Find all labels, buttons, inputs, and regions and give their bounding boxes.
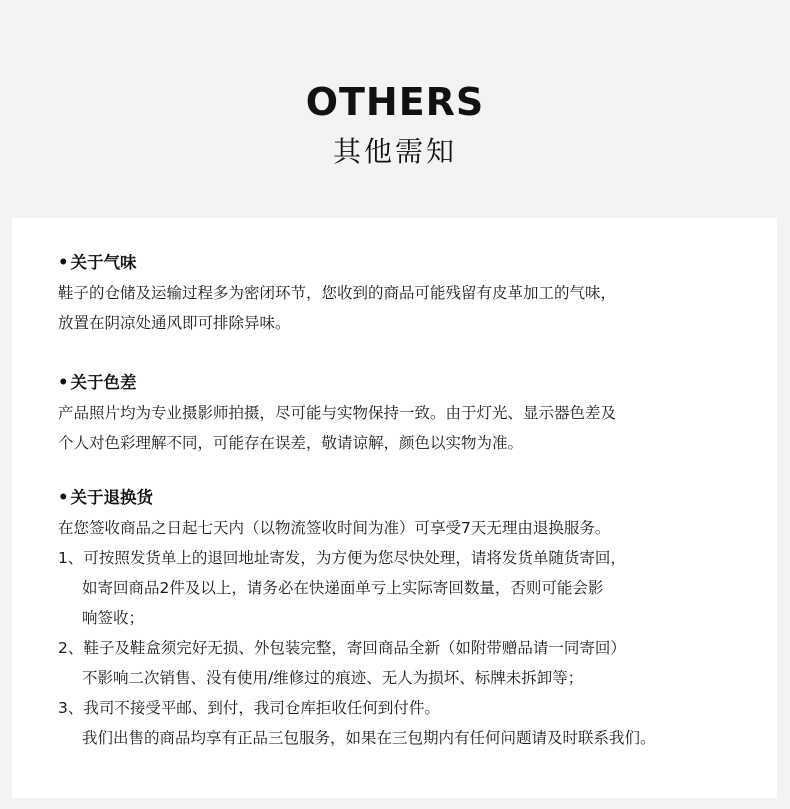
text-line: 个人对色彩理解不同，可能存在误差，敬请谅解，颜色以实物为准。 — [58, 434, 524, 452]
section-title-returns — [58, 483, 656, 513]
section-title-text: 关于退换货 — [70, 488, 154, 507]
title-english: OTHERS — [305, 80, 485, 124]
title-chinese: 其他需知 — [332, 135, 457, 168]
section-title-color — [58, 368, 616, 398]
list-item-3: 3、我司不接受平邮、到付，我司仓库拒收任何到付件。 — [58, 699, 440, 717]
text-line: 在您签收商品之日起七天内（以物流签收时间为准）可享受7天无理由退换服务。 — [58, 519, 611, 537]
text-line: 产品照片均为专业摄影师拍摄，尽可能与实物保持一致。由于灯光、显示器色差及 — [58, 404, 617, 422]
list-item-1: 1、可按照发货单上的退回地址寄发，为方便为您尽快处理，请将发货单随货寄回， — [58, 549, 626, 567]
text-line: 放置在阴凉处通风即可排除异味。 — [58, 314, 291, 332]
list-item-1-cont: 如寄回商品2件及以上，请务必在快递面单亏上实际寄回数量，否则可能会影 — [82, 579, 604, 597]
list-item-2-cont: 不影响二次销售、没有使用/维修过的痕迹、无人为损坏、标牌未拆卸等； — [82, 669, 584, 687]
section-odor — [58, 248, 616, 338]
section-title-odor — [58, 248, 616, 278]
section-title-text: 关于色差 — [70, 373, 137, 392]
section-color — [58, 368, 616, 458]
closing-note: 我们出售的商品均享有正品三包服务，如果在三包期内有任何问题请及时联系我们。 — [82, 729, 656, 747]
list-item-2: 2、鞋子及鞋盒须完好无损、外包装完整，寄回商品全新（如附带赠品请一同寄回） — [58, 639, 626, 657]
page-header — [0, 0, 790, 218]
bullet-icon: • — [58, 488, 69, 507]
bullet-icon: • — [58, 253, 69, 272]
bullet-icon: • — [58, 373, 69, 392]
section-title-text: 关于气味 — [70, 253, 137, 272]
list-item-1-cont: 响签收； — [82, 609, 145, 627]
text-line: 鞋子的仓储及运输过程多为密闭环节，您收到的商品可能残留有皮革加工的气味， — [58, 284, 617, 302]
info-card — [12, 218, 777, 798]
section-returns — [58, 483, 656, 753]
